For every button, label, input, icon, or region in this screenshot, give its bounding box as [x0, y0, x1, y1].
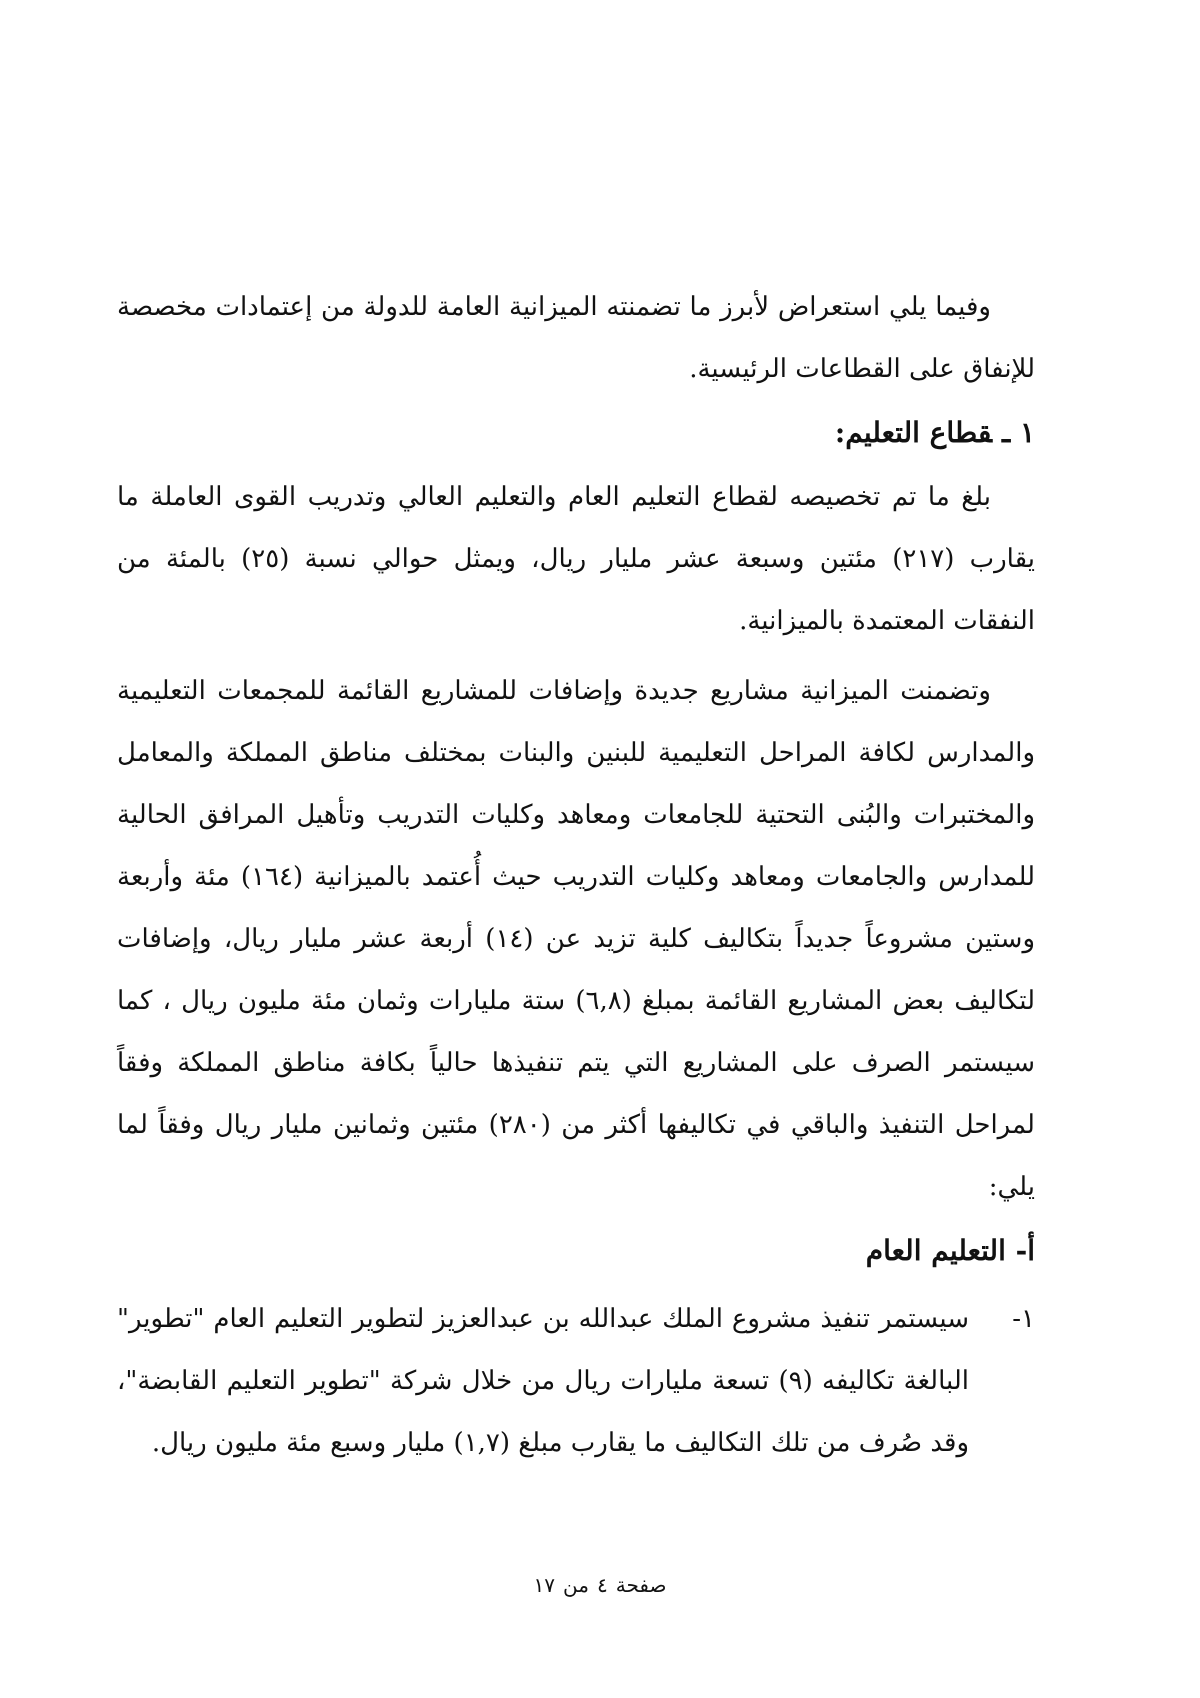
footer-label: صفحة [615, 1573, 667, 1597]
list-marker: ١- [1012, 1304, 1035, 1334]
subsection-heading-general-education: أ- التعليم العام [865, 1234, 1035, 1267]
intro-paragraph: وفيما يلي استعراض لأبرز ما تضمنته الميزانية العامة للدولة من إعتمادات مخصصة للإنفاق على القطاعات الرئيسية. [117, 292, 1035, 384]
footer-total-pages: ١٧ [533, 1573, 556, 1597]
footer-of: من [563, 1573, 589, 1597]
document-body [117, 276, 1035, 1474]
section-heading-education [117, 400, 1035, 466]
list-item-text: سيستمر تنفيذ مشروع الملك عبدالله بن عبدالعزيز لتطوير التعليم العام "تطوير" البالغة تكاليفه (٩) تسعة مليارات ريال من خلال شركة "تطوير التعليم القابضة"، وقد صُرف من تلك التكاليف ما يقارب مبلغ (١,٧) مليار وسبع مئة مليون ريال. [117, 1304, 969, 1458]
paragraph-spacer [117, 652, 1035, 660]
education-allocation-paragraph: بلغ ما تم تخصيصه لقطاع التعليم العام والتعليم العالي وتدريب القوى العاملة ما يقارب (٢١٧) مئتين وسبعة عشر مليار ريال، ويمثل حوالي نسبة (٢٥) بالمئة من النفقات المعتمدة بالميزانية. [117, 482, 1035, 636]
section-title: قطاع التعليم: [834, 416, 992, 449]
section-number: ١ ـ [1002, 416, 1035, 449]
list-item [117, 1288, 1035, 1474]
page-footer [0, 1570, 1200, 1600]
education-projects-paragraph: وتضمنت الميزانية مشاريع جديدة وإضافات للمشاريع القائمة للمجمعات التعليمية والمدارس لكافة المراحل التعليمية للبنين والبنات بمختلف مناطق المملكة والمعامل والمختبرات والبُنى التحتية للجامعات ومعاهد وكليات التدريب وتأهيل المرافق الحالية للمدارس والجامعات ومعاهد وكليات التدريب حيث أُعتمد بالميزانية (١٦٤) مئة وأربعة وستين مشروعاً جديداً بتكاليف كلية تزيد عن (١٤) أربعة عشر مليار ريال، وإضافات لتكاليف بعض المشاريع القائمة بمبلغ (٦,٨) ستة مليارات وثمان مئة مليون ريال ، كما سيستمر الصرف على المشاريع التي يتم تنفيذها حالياً بكافة مناطق المملكة وفقاً لمراحل التنفيذ والباقي في تكاليفها أكثر من (٢٨٠) مئتين وثمانين مليار ريال وفقاً لما يلي: [117, 676, 1035, 1202]
footer-page-number: ٤ [596, 1573, 608, 1597]
